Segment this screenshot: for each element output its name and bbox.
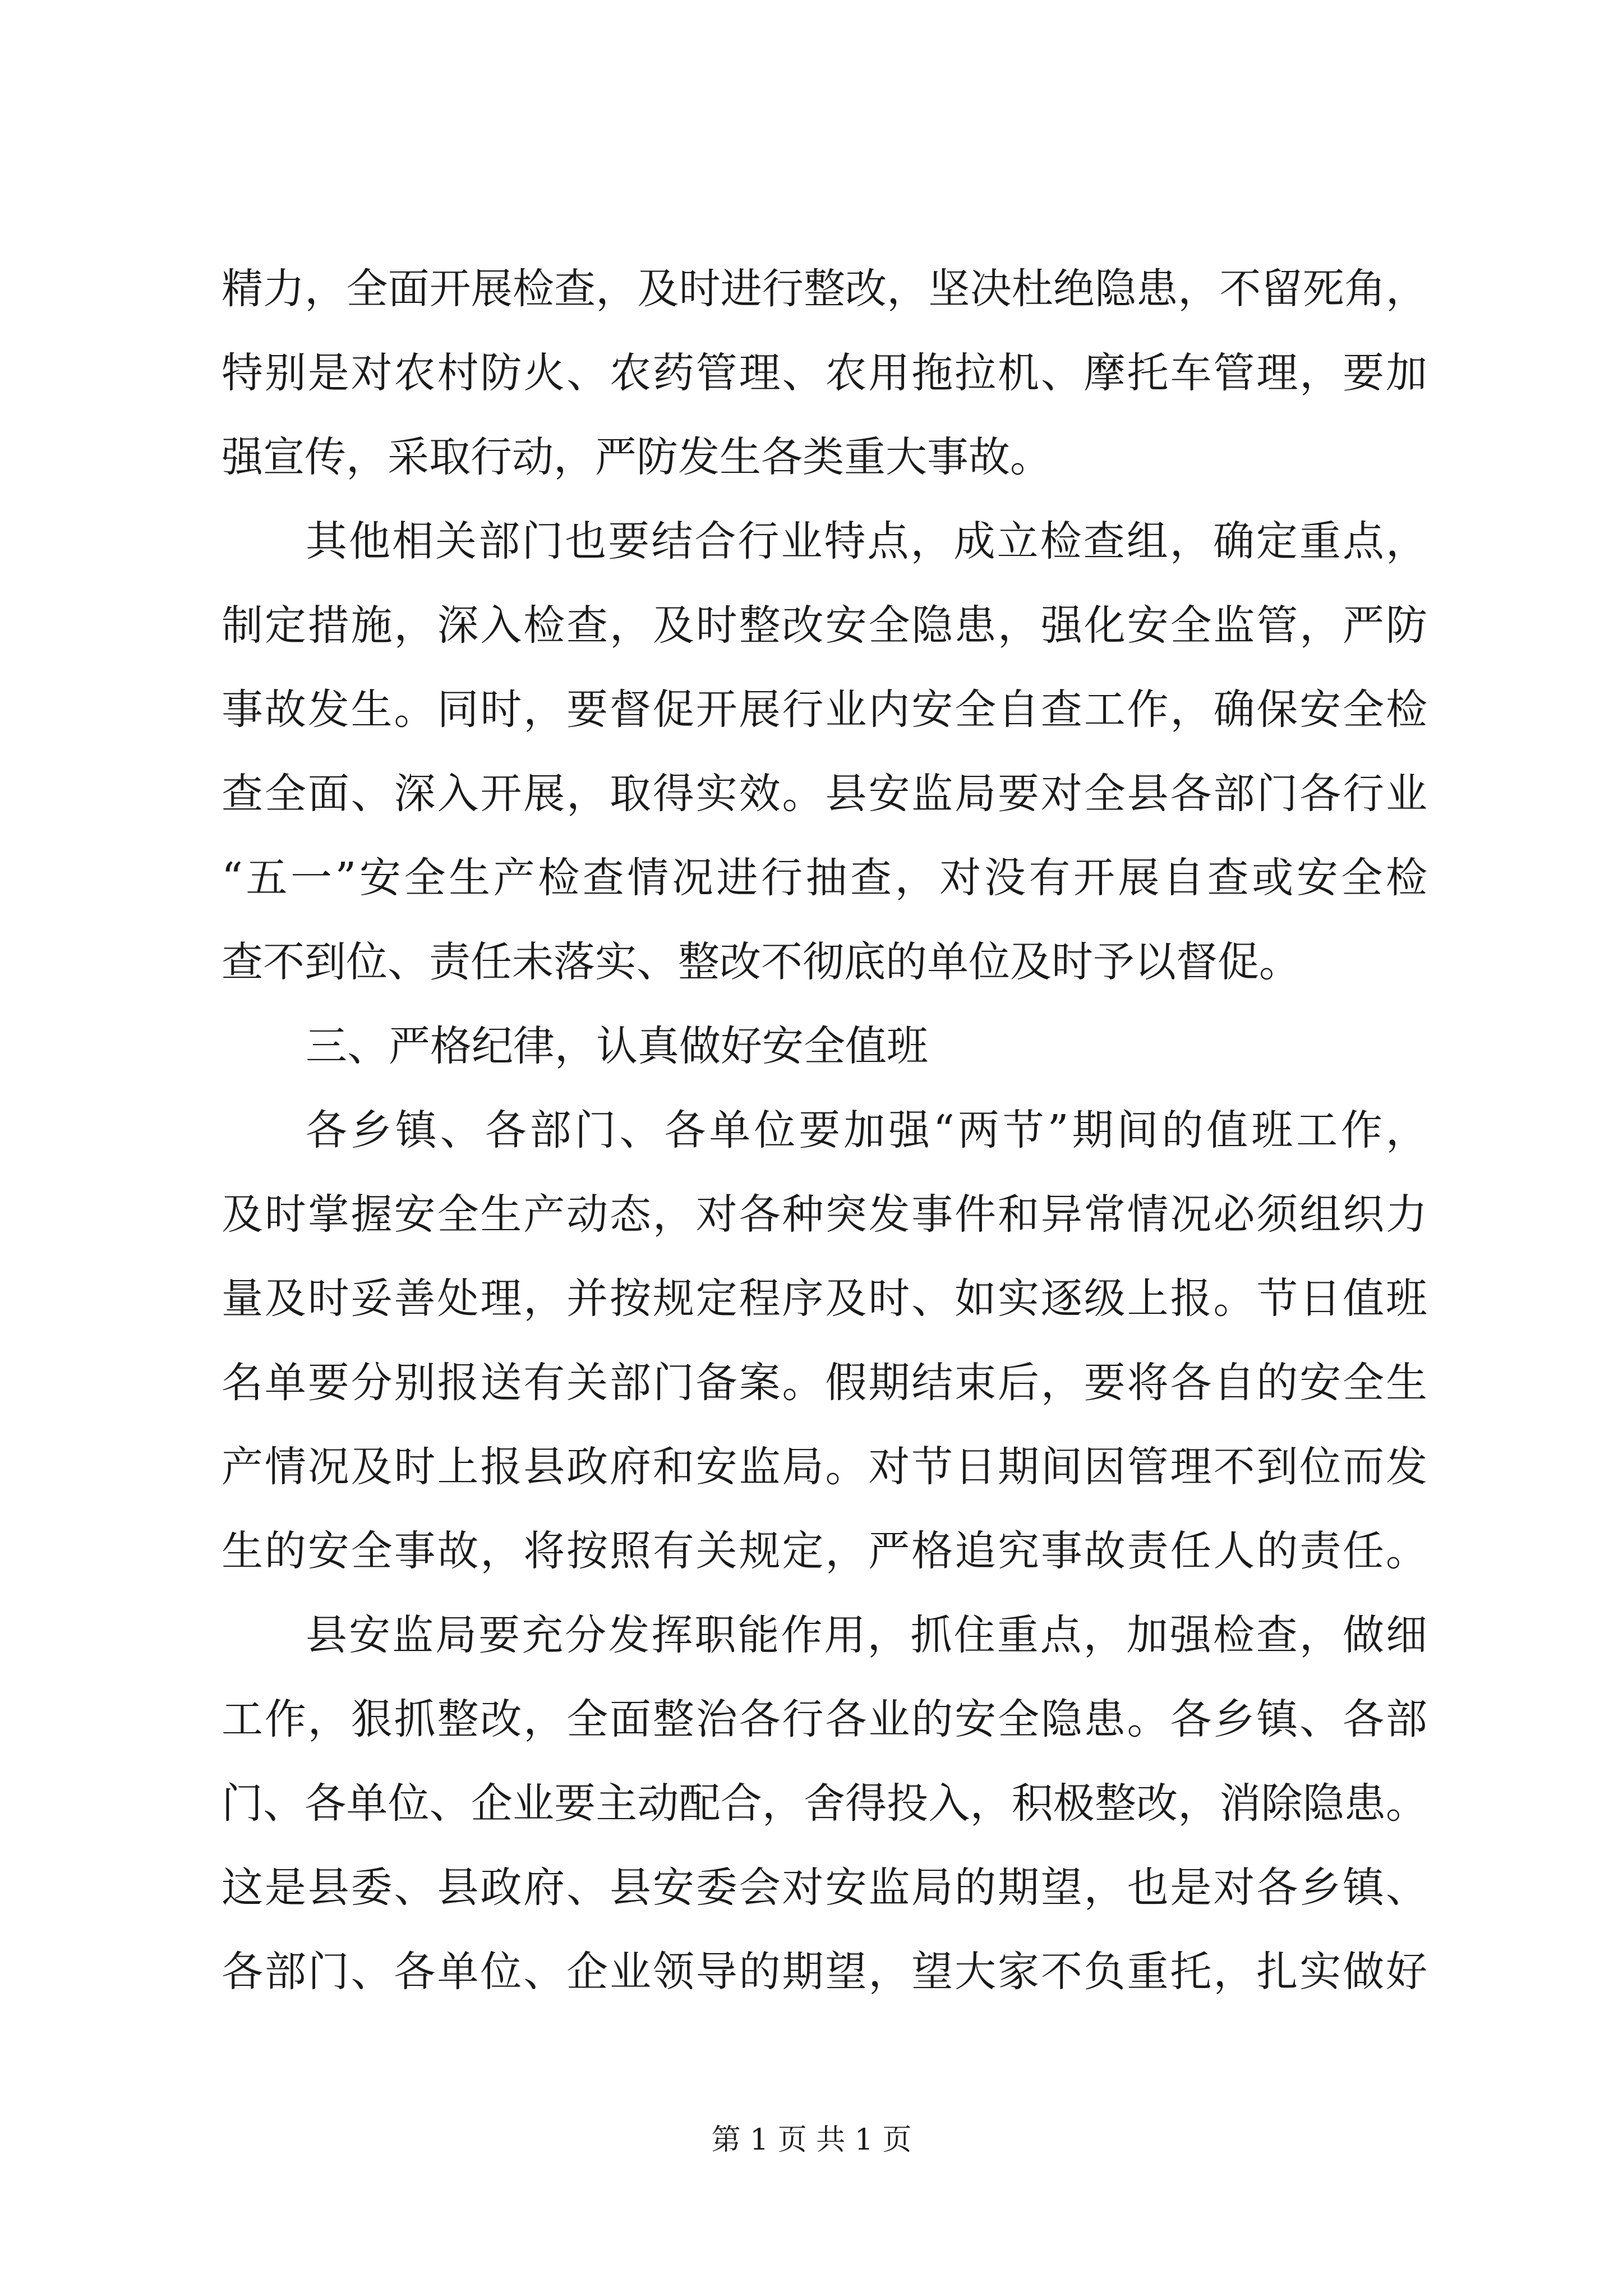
text-line: 产情况及时上报县政府和安监局。对节日期间因管理不到位而发	[222, 1443, 1427, 1491]
section-heading: 三、严格纪律，认真做好安全值班	[306, 1022, 928, 1070]
text-line: 及时掌握安全生产动态，对各种突发事件和异常情况必须组织力	[222, 1190, 1427, 1239]
text-line: 查全面、深入开展，取得实效。县安监局要对全县各部门各行业	[222, 770, 1427, 818]
paragraph-first-line: 县安监局要充分发挥职能作用，抓住重点，加强检查，做细	[306, 1611, 1427, 1659]
paragraph-first-line: 各乡镇、各部门、各单位要加强“两节”期间的值班工作，	[306, 1106, 1427, 1154]
page-footer	[0, 2120, 1623, 2160]
text-line: 精力，全面开展检查，及时进行整改，坚决杜绝隐患，不留死角，	[222, 265, 1427, 313]
paragraph-first-line: 其他相关部门也要结合行业特点，成立检查组，确定重点，	[306, 517, 1427, 565]
text-line: 事故发生。同时，要督促开展行业内安全自查工作，确保安全检	[222, 685, 1427, 734]
page-number: 第 1 页 共 1 页	[711, 2123, 912, 2157]
text-line: 制定措施，深入检查，及时整改安全隐患，强化安全监管，严防	[222, 601, 1427, 650]
text-line: 工作，狠抓整改，全面整治各行各业的安全隐患。各乡镇、各部	[222, 1695, 1427, 1743]
text-line: 这是县委、县政府、县安委会对安监局的期望，也是对各乡镇、	[222, 1864, 1427, 1912]
text-line: 门、各单位、企业要主动配合，舍得投入，积极整改，消除隐患。	[222, 1779, 1427, 1828]
text-line: 生的安全事故，将按照有关规定，严格追究事故责任人的责任。	[222, 1527, 1427, 1575]
text-line: 查不到位、责任未落实、整改不彻底的单位及时予以督促。	[222, 938, 1301, 986]
text-line: 各部门、各单位、企业领导的期望，望大家不负重托，扎实做好	[222, 1948, 1427, 1996]
text-line: 名单要分别报送有关部门备案。假期结束后，要将各自的安全生	[222, 1359, 1427, 1407]
text-line: 特别是对农村防火、农药管理、农用拖拉机、摩托车管理，要加	[222, 349, 1427, 397]
text-line: 强宣传，采取行动，严防发生各类重大事故。	[222, 433, 1052, 481]
text-line: 量及时妥善处理，并按规定程序及时、如实逐级上报。节日值班	[222, 1274, 1427, 1323]
text-line: “五一”安全生产检查情况进行抽查，对没有开展自查或安全检	[222, 854, 1427, 902]
